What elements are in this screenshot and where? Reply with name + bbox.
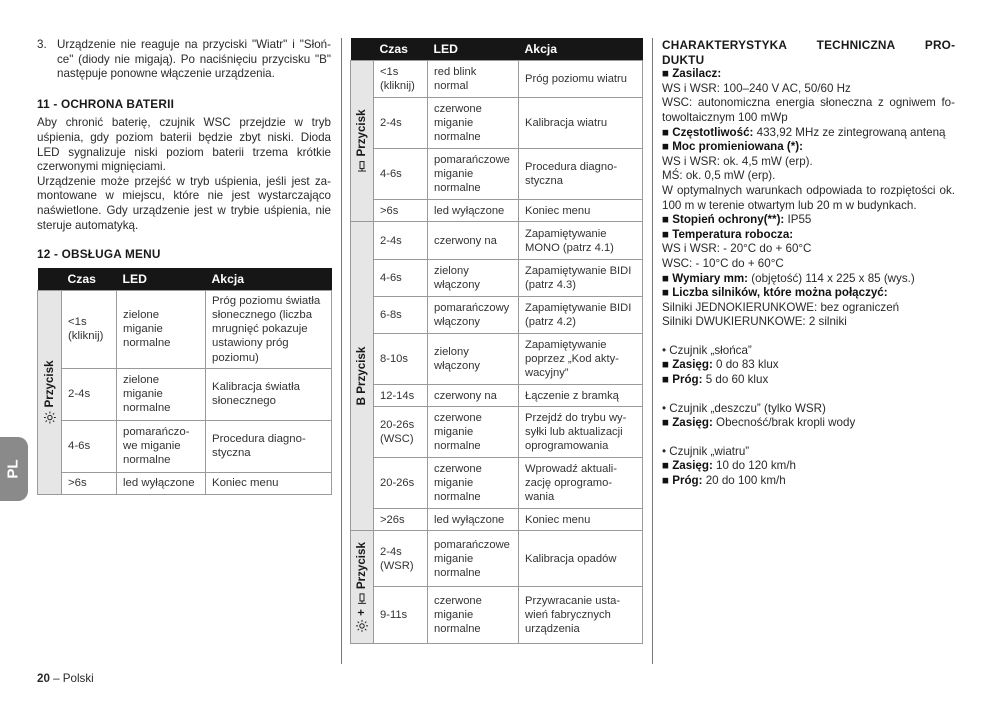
cell-akcja: Zapamiętywanie MONO (patrz 4.1) bbox=[519, 222, 643, 260]
cell-czas: 9-11s bbox=[374, 587, 428, 644]
table-row bbox=[351, 149, 643, 200]
cell-akcja: Procedura diagnostyczna bbox=[519, 149, 643, 200]
table-row bbox=[351, 385, 643, 407]
spec-moc-line: MŚ: ok. 0,5 mW (erp). bbox=[662, 169, 776, 183]
spec-value: (objętość) 114 x 225 x 85 (wys.) bbox=[748, 271, 915, 285]
cell-akcja: Przejdź do trybu wysyłki lub aktualizacji oprogramowania bbox=[519, 407, 643, 458]
cell-czas: 2-4s bbox=[62, 368, 117, 420]
table-row bbox=[351, 531, 643, 587]
group-label bbox=[42, 361, 56, 424]
cell-akcja: Łączenie z bramką bbox=[519, 385, 643, 407]
cell-led: czerwone miganie normalne bbox=[428, 407, 519, 458]
group-label-text: Przycisk bbox=[355, 109, 368, 157]
spec-moc-line: W optymalnych warunkach odpowiada to rozpiętości ok. 100 m w terenie otwartym lub 20 m w budynkach. bbox=[662, 183, 955, 212]
header-led: LED bbox=[428, 38, 519, 61]
sensor-sun-threshold bbox=[662, 373, 955, 388]
cell-czas: 12-14s bbox=[374, 385, 428, 407]
cell-czas: >26s bbox=[374, 509, 428, 531]
page-number: 20 bbox=[37, 672, 50, 685]
table-row bbox=[351, 458, 643, 509]
list-item-number: 3. bbox=[37, 38, 47, 51]
sensor-rain-title: • Czujnik „deszczu” (tylko WSR) bbox=[662, 401, 826, 415]
spec-label: ■ Wymiary mm: bbox=[662, 271, 749, 285]
spec-value: IP55 bbox=[784, 213, 812, 227]
table-row bbox=[351, 334, 643, 385]
cell-czas: 2-4s bbox=[374, 98, 428, 149]
table-row bbox=[38, 290, 332, 368]
list-item-3 bbox=[37, 38, 331, 82]
group-label bbox=[355, 109, 369, 172]
spec-silniki-line: Silniki DWUKIERUNKOWE: 2 silniki bbox=[662, 315, 847, 329]
cell-led: czerwony na bbox=[428, 385, 519, 407]
cell-czas: 2-4s (WSR) bbox=[374, 531, 428, 587]
spec-label: ■ Częstotliwość: bbox=[662, 125, 754, 139]
cell-akcja: Próg poziomu światła słonecznego (liczba mrugnięć pokazuje ustawiony próg poziomu) bbox=[206, 290, 332, 368]
spec-label: ■ Stopień ochrony(**): bbox=[662, 213, 785, 227]
sensor-wind-threshold bbox=[662, 474, 955, 489]
cell-czas: <1s (kliknij) bbox=[374, 61, 428, 98]
spec-value: 20 do 100 km/h bbox=[702, 474, 786, 488]
cell-led: zielony włączony bbox=[428, 260, 519, 297]
cell-led: red blink normal bbox=[428, 61, 519, 98]
table-row bbox=[351, 98, 643, 149]
spec-value: 10 do 120 km/h bbox=[712, 459, 796, 473]
cell-czas: 20-26s bbox=[374, 458, 428, 509]
cell-akcja: Kalibracja wiatru bbox=[519, 98, 643, 149]
cell-czas: 4-6s bbox=[374, 260, 428, 297]
list-item-text: Urządzenie nie reaguje na przyciski "Wiatr" i "Słońce" (diody nie migają). Po naciśnięciu przycisku "B" następuje ponowne włączenie urządzenia. bbox=[57, 38, 331, 81]
menu-table-wind bbox=[350, 38, 643, 644]
cell-akcja: Kalibracja światła słonecznego bbox=[206, 368, 332, 420]
sun-icon bbox=[356, 620, 368, 632]
table-row bbox=[351, 587, 643, 644]
wind-sensor-icon bbox=[356, 161, 368, 173]
cell-czas: 20-26s (WSC) bbox=[374, 407, 428, 458]
cell-akcja: Zapamiętywanie BIDI (patrz 4.2) bbox=[519, 297, 643, 334]
table-row bbox=[351, 509, 643, 531]
cell-led: pomarańczowe miganie normalne bbox=[428, 531, 519, 587]
cell-led: pomarańczowy włączony bbox=[428, 297, 519, 334]
group-label-text: B Przycisk bbox=[355, 346, 368, 406]
header-akcja: Akcja bbox=[206, 268, 332, 291]
cell-czas: 8-10s bbox=[374, 334, 428, 385]
cell-led: led wyłączone bbox=[428, 509, 519, 531]
section-11-paragraph-1: Aby chronić baterię, czujnik WSC przejdzie w tryb uśpienia, gdy poziom baterii będzie zbyt niski. Dioda LED sygnalizuje niski poziom baterii trzema krótkie czerwonymi mignięciami. bbox=[37, 116, 331, 174]
cell-led: czerwone miganie normalne bbox=[428, 587, 519, 644]
spec-zasilacz-line: WS i WSR: 100–240 V AC, 50/60 Hz bbox=[662, 81, 851, 95]
cell-led: czerwone miganie normalne bbox=[428, 98, 519, 149]
cell-czas: 4-6s bbox=[374, 149, 428, 200]
header-czas: Czas bbox=[374, 38, 428, 61]
spec-moc-label: ■ Moc promieniowana (*): bbox=[662, 140, 803, 154]
cell-led: pomarańczowe miganie normalne bbox=[428, 149, 519, 200]
spec-zasilacz-line: WSC: autonomiczna energia słoneczna z ogniwem fotowoltaicznym 100 mWp bbox=[662, 96, 955, 124]
group-label bbox=[355, 347, 369, 406]
cell-led: zielone miganie normalne bbox=[117, 290, 206, 368]
sensor-rain-range bbox=[662, 416, 955, 431]
spec-temperatura-line: WS i WSR: - 20°C do + 60°C bbox=[662, 242, 812, 256]
spec-czestotliwosc bbox=[662, 126, 955, 141]
spec-ochrona bbox=[662, 213, 955, 228]
wind-sensor-icon bbox=[356, 593, 368, 605]
language-tab-label: PL bbox=[4, 459, 22, 479]
group-sun-button bbox=[38, 290, 62, 494]
cell-led: czerwony na bbox=[428, 222, 519, 260]
group-sun-wind-button bbox=[351, 531, 374, 644]
cell-czas: >6s bbox=[62, 472, 117, 494]
cell-led: zielone miganie normalne bbox=[117, 368, 206, 420]
cell-czas: >6s bbox=[374, 200, 428, 222]
language-tab bbox=[0, 437, 28, 501]
spec-label: ■ Zasięg: bbox=[662, 416, 713, 430]
group-wind-button bbox=[351, 61, 374, 222]
table-corner bbox=[351, 38, 374, 61]
spec-wymiary bbox=[662, 272, 955, 287]
cell-czas: <1s (kliknij) bbox=[62, 290, 117, 368]
cell-akcja: Wprowadź aktualizację oprogramowania bbox=[519, 458, 643, 509]
cell-akcja: Kalibracja opadów bbox=[519, 531, 643, 587]
spec-value: 433,92 MHz ze zintegrowaną anteną bbox=[753, 125, 946, 139]
cell-akcja: Zapamiętywanie poprzez „Kod aktywacyjny” bbox=[519, 334, 643, 385]
section-12-title: 12 - OBSŁUGA MENU bbox=[37, 247, 161, 262]
table-row bbox=[351, 407, 643, 458]
cell-czas: 4-6s bbox=[62, 420, 117, 472]
cell-led: pomarańczowe miganie normalne bbox=[117, 420, 206, 472]
spec-temperatura-line: WSC: - 10°C do + 60°C bbox=[662, 256, 784, 270]
cell-akcja: Próg poziomu wiatru bbox=[519, 61, 643, 98]
spec-label: ■ Zasięg: bbox=[662, 358, 713, 372]
column-divider-left bbox=[341, 38, 342, 664]
group-label-text: Przycisk bbox=[355, 542, 368, 590]
header-czas: Czas bbox=[62, 268, 117, 291]
cell-akcja: Przywracanie ustawień fabrycznych urządzenia bbox=[519, 587, 643, 644]
sensor-sun-range bbox=[662, 358, 955, 373]
cell-led: czerwone miganie normalne bbox=[428, 458, 519, 509]
specs-title: CHARAKTERYSTYKA TECHNICZNA PRODUKTU bbox=[662, 38, 955, 67]
header-led: LED bbox=[117, 268, 206, 291]
column-divider-right bbox=[652, 38, 653, 664]
table-row bbox=[351, 200, 643, 222]
spec-silniki-line: Silniki JEDNOKIERUNKOWE: bez ograniczeń bbox=[662, 300, 900, 314]
cell-led: led wyłączone bbox=[117, 472, 206, 494]
spec-value: 0 do 83 klux bbox=[712, 358, 779, 372]
left-column bbox=[37, 38, 331, 495]
cell-czas: 6-8s bbox=[374, 297, 428, 334]
table-row bbox=[351, 61, 643, 98]
table-row bbox=[38, 368, 332, 420]
page-language: – Polski bbox=[49, 672, 94, 685]
header-akcja: Akcja bbox=[519, 38, 643, 61]
sensor-wind-range bbox=[662, 459, 955, 474]
spec-label: ■ Próg: bbox=[662, 474, 703, 488]
cell-akcja: Koniec menu bbox=[519, 509, 643, 531]
cell-akcja: Koniec menu bbox=[519, 200, 643, 222]
page-footer bbox=[37, 672, 94, 687]
spec-label: ■ Próg: bbox=[662, 373, 703, 387]
cell-akcja: Zapamiętywanie BIDI (patrz 4.3) bbox=[519, 260, 643, 297]
sun-icon bbox=[43, 412, 55, 424]
cell-led: led wyłączone bbox=[428, 200, 519, 222]
table-row bbox=[38, 420, 332, 472]
spec-moc-line: WS i WSR: ok. 4,5 mW (erp). bbox=[662, 154, 813, 168]
table-corner bbox=[38, 268, 62, 291]
group-label-text: Przycisk bbox=[42, 360, 56, 408]
table-row bbox=[351, 297, 643, 334]
plus-sign: + bbox=[355, 609, 368, 616]
spec-value: Obecność/brak kropli wody bbox=[712, 416, 856, 430]
right-column bbox=[662, 38, 955, 489]
group-label bbox=[355, 542, 369, 632]
spec-value: 5 do 60 klux bbox=[702, 373, 769, 387]
spec-silniki-label: ■ Liczba silników, które można połączyć: bbox=[662, 286, 888, 300]
spec-label: ■ Zasięg: bbox=[662, 459, 713, 473]
table-row bbox=[38, 472, 332, 494]
group-b-button bbox=[351, 222, 374, 531]
cell-led: zielony włączony bbox=[428, 334, 519, 385]
section-11-paragraph-2: Urządzenie może przejść w tryb uśpienia, jeśli jest zamontowane w miejscu, które nie jest wystarczająco naświetlone. Gdy urządzenie jest w trybie uśpienia, nie steruje automatyką. bbox=[37, 174, 331, 232]
spec-zasilacz-label: ■ Zasilacz: bbox=[662, 67, 722, 81]
cell-akcja: Koniec menu bbox=[206, 472, 332, 494]
cell-czas: 2-4s bbox=[374, 222, 428, 260]
sensor-wind-title: • Czujnik „wiatru” bbox=[662, 444, 750, 458]
spec-temperatura-label: ■ Temperatura robocza: bbox=[662, 227, 794, 241]
table-row bbox=[351, 222, 643, 260]
section-11-title: 11 - OCHRONA BATERII bbox=[37, 96, 175, 111]
table-row bbox=[351, 260, 643, 297]
cell-akcja: Procedura diagnostyczna bbox=[206, 420, 332, 472]
sensor-sun-title: • Czujnik „słońca” bbox=[662, 343, 752, 357]
menu-table-sun bbox=[37, 268, 332, 495]
